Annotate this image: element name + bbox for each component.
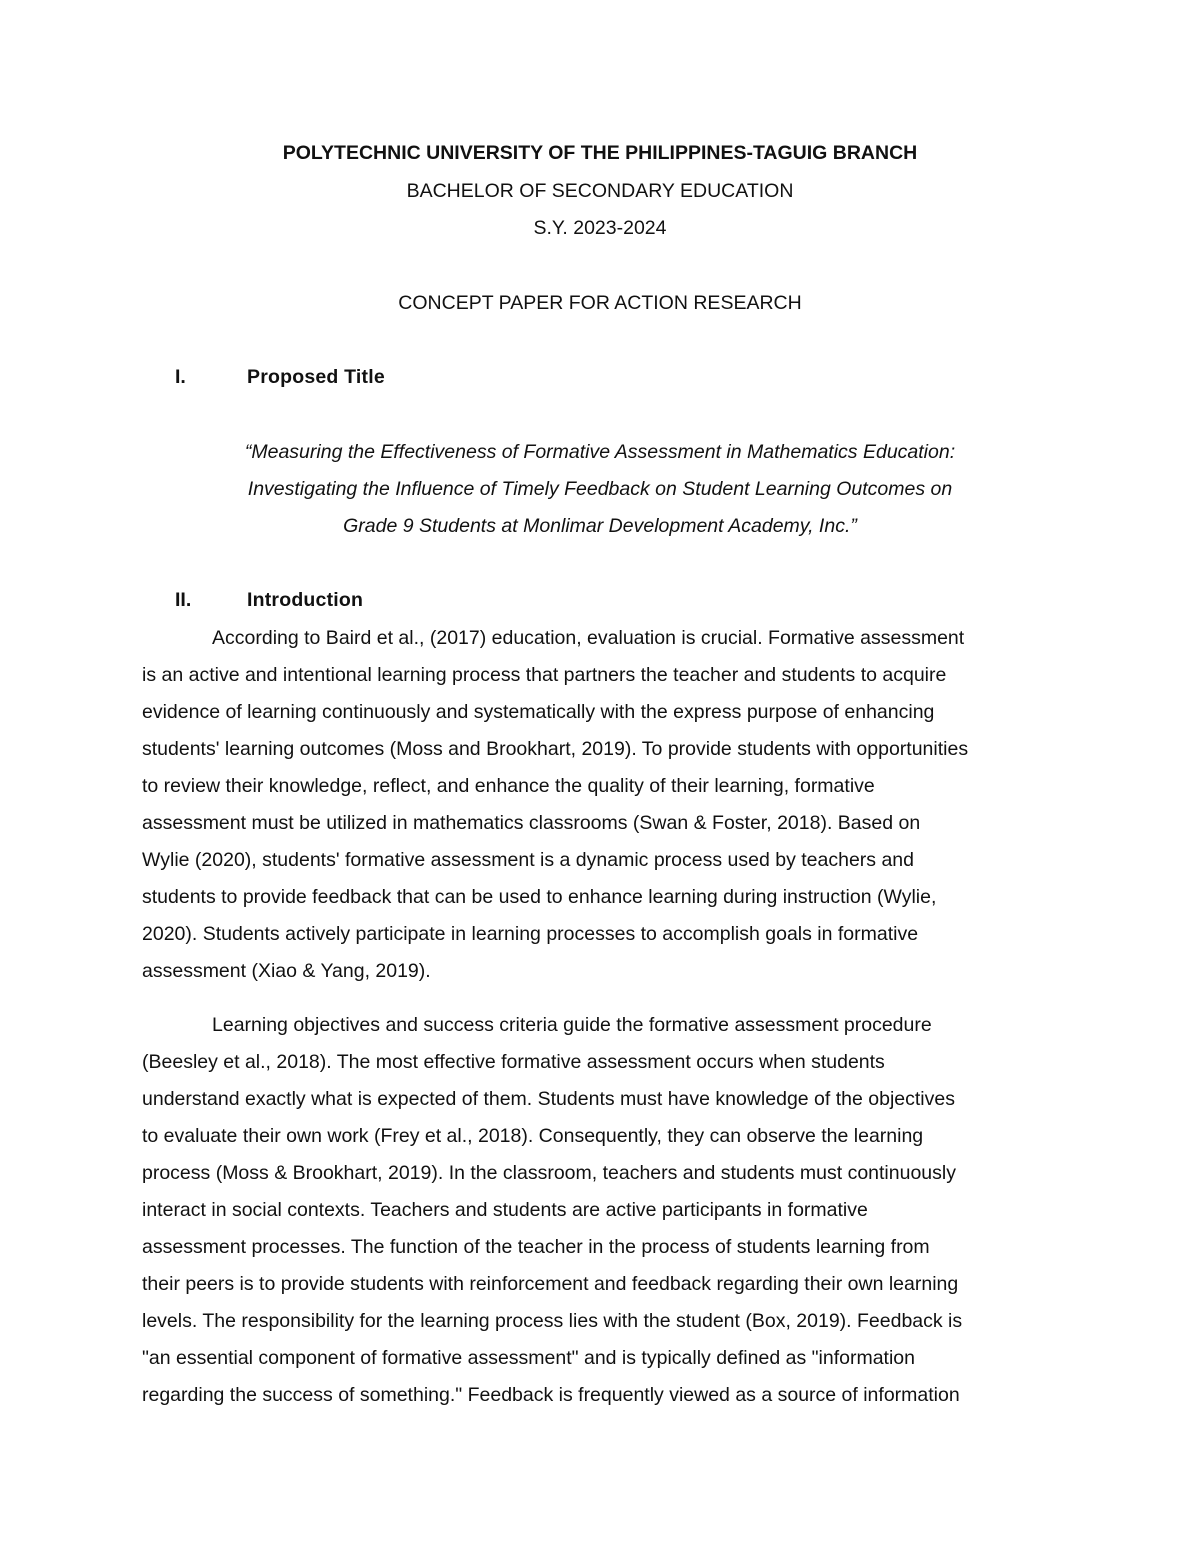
program-name: BACHELOR OF SECONDARY EDUCATION <box>406 180 794 202</box>
paragraph-line: 2020). Students actively participate in learning processes to accomplish goals in formative <box>142 923 919 945</box>
section-title: Proposed Title <box>247 366 385 388</box>
section-title: Introduction <box>247 589 364 611</box>
paragraph-line: students to provide feedback that can be used to enhance learning during instruction (Wylie, <box>142 886 937 908</box>
paragraph-line: Wylie (2020), students' formative assessment is a dynamic process used by teachers and <box>142 849 914 871</box>
document-type: CONCEPT PAPER FOR ACTION RESEARCH <box>398 292 802 314</box>
paragraph-line: process (Moss & Brookhart, 2019). In the classroom, teachers and students must continuously <box>142 1162 956 1184</box>
proposed-title-line: Investigating the Influence of Timely Feedback on Student Learning Outcomes on <box>247 478 953 500</box>
paragraph-line: understand exactly what is expected of them. Students must have knowledge of the objectives <box>142 1088 955 1110</box>
paragraph-line: students' learning outcomes (Moss and Brookhart, 2019). To provide students with opportunities <box>142 738 969 760</box>
paragraph-line: to review their knowledge, reflect, and enhance the quality of their learning, formative <box>142 775 875 797</box>
paragraph-line: assessment (Xiao & Yang, 2019). <box>142 960 431 982</box>
paragraph-line: According to Baird et al., (2017) education, evaluation is crucial. Formative assessment <box>212 627 965 649</box>
school-year: S.Y. 2023-2024 <box>533 217 667 239</box>
paragraph-line: evidence of learning continuously and systematically with the express purpose of enhancing <box>142 701 935 723</box>
paragraph-line: "an essential component of formative assessment" and is typically defined as "information <box>142 1347 915 1369</box>
paragraph-line: assessment processes. The function of the teacher in the process of students learning from <box>142 1236 930 1258</box>
section-number: II. <box>175 589 192 611</box>
section-number: I. <box>175 366 186 388</box>
paragraph-line: interact in social contexts. Teachers and students are active participants in formative <box>142 1199 868 1221</box>
proposed-title-line: Grade 9 Students at Monlimar Development Academy, Inc.” <box>343 515 857 537</box>
university-name: POLYTECHNIC UNIVERSITY OF THE PHILIPPINES-TAGUIG BRANCH <box>282 142 918 164</box>
proposed-title-line: “Measuring the Effectiveness of Formative Assessment in Mathematics Education: <box>244 441 956 463</box>
paragraph-line: their peers is to provide students with reinforcement and feedback regarding their own learning <box>142 1273 959 1295</box>
paragraph-line: regarding the success of something." Feedback is frequently viewed as a source of information <box>142 1384 960 1406</box>
paragraph-line: (Beesley et al., 2018). The most effective formative assessment occurs when students <box>142 1051 885 1073</box>
paragraph-line: levels. The responsibility for the learning process lies with the student (Box, 2019). Feedback is <box>142 1310 963 1332</box>
paragraph-line: Learning objectives and success criteria guide the formative assessment procedure <box>212 1014 932 1036</box>
paragraph-line: is an active and intentional learning process that partners the teacher and students to acquire <box>142 664 947 686</box>
paragraph-line: to evaluate their own work (Frey et al., 2018). Consequently, they can observe the learning <box>142 1125 924 1147</box>
paragraph-line: assessment must be utilized in mathematics classrooms (Swan & Foster, 2018). Based on <box>142 812 921 834</box>
